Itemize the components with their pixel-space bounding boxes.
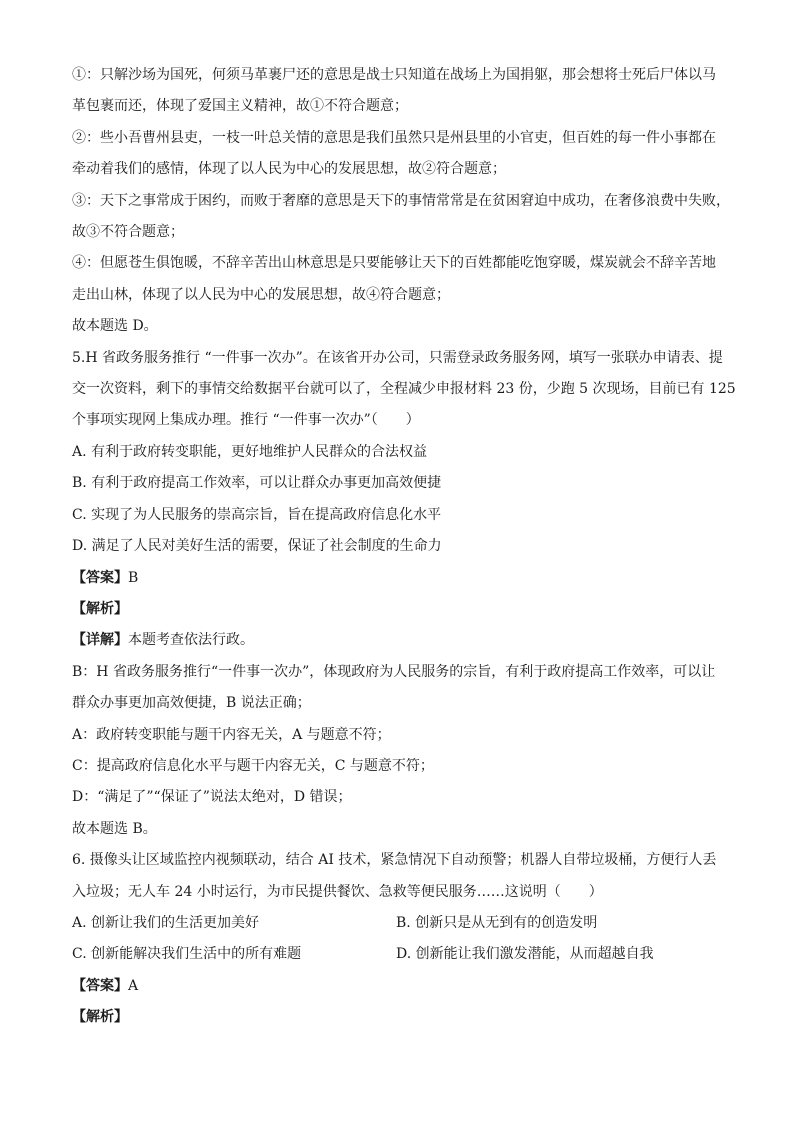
previous-conclusion: 故本题选 D。: [72, 318, 158, 335]
analysis-item-1-line-2: 革包裹而还，体现了爱国主义精神，故①不符合题意；: [72, 98, 408, 115]
q5-stem-line-1: 5.H 省政务服务推行 “一件事一次办”。在该省开办公司，只需登录政务服务网，填写一张联办申请表、提: [72, 349, 723, 366]
analysis-item-1-line-1: ①：只解沙场为国死，何须马革裹尸还的意思是战士只知道在战场上为国捐躯，那会想将士死后尸体以马: [72, 67, 716, 83]
q5-a-analysis: A：政府转变职能与题干内容无关，A 与题意不符；: [72, 726, 391, 743]
q5-detail-text: 本题考查依法行政。: [128, 632, 254, 649]
q5-stem-line-2: 交一次资料，剩下的事情交给数据平台就可以了，全程减少申报材料 23 份，少跑 5 次现场，目前已有 125: [72, 381, 736, 398]
q5-c-analysis: C：提高政府信息化水平与题干内容无关，C 与题意不符；: [72, 757, 434, 774]
analysis-item-4-line-2: 走出山林，体现了以人民为中心的发展思想，故④符合题意；: [72, 286, 450, 303]
q6-stem-line-2: 入垃圾；无人车 24 小时运行，为市民提供餐饮、急救等便民服务……这说明（ ）: [72, 883, 603, 900]
analysis-item-2-line-2: 牵动着我们的感情，体现了以人民为中心的发展思想，故②符合题意；: [72, 161, 506, 178]
q6-option-b: B. 创新只是从无到有的创造发明: [396, 914, 598, 931]
q6-options-row-1: [72, 908, 732, 939]
q5-option-b: B. 有利于政府提高工作效率，可以让群众办事更加高效便捷: [72, 475, 442, 492]
analysis-item-3-line-1: ③：天下之事常成于困约，而败于奢靡的意思是天下的事情常常是在贫困窘迫中成功，在奢侈浪费中失败，: [72, 192, 730, 209]
q6-answer: [72, 971, 732, 1002]
q5-option-d: D. 满足了人民对美好生活的需要，保证了社会制度的生命力: [72, 538, 442, 555]
document-page: [72, 60, 736, 1034]
q5-detail: [72, 625, 732, 656]
q6-analysis-heading: [72, 1002, 732, 1033]
analysis-item-4-line-1: ④：但愿苍生俱饱暖，不辞辛苦出山林意思是只要能够让天下的百姓都能吃饱穿暖，煤炭就会不辞辛苦地: [72, 255, 716, 272]
q6-stem-line-1: 6. 摄像头让区域监控内视频联动，结合 AI 技术，紧急情况下自动预警；机器人自带垃圾桶，方便行人丢: [72, 852, 717, 869]
q5-stem-line-3: 个事项实现网上集成办理。推行 “一件事一次办”（ ）: [72, 412, 420, 429]
q5-answer-tag: 【答案】: [72, 569, 128, 586]
q5-b-analysis-line-1: B：H 省政务服务推行“一件事一次办”，体现政府为人民服务的宗旨，有利于政府提高工作效率，可以让: [72, 663, 716, 680]
q5-answer-value: B: [128, 569, 139, 586]
q6-answer-tag: 【答案】: [72, 977, 128, 994]
q5-option-c: C. 实现了为人民服务的崇高宗旨，旨在提高政府信息化水平: [72, 506, 442, 523]
q5-analysis-tag: 【解析】: [72, 600, 128, 617]
q6-option-a: A. 创新让我们的生活更加美好: [72, 914, 260, 931]
q5-b-analysis-line-2: 群众办事更加高效便捷，B 说法正确；: [72, 695, 311, 712]
q6-option-d: D. 创新能让我们激发潜能，从而超越自我: [396, 946, 654, 963]
q6-option-c: C. 创新能解决我们生活中的所有难题: [72, 946, 302, 963]
q5-answer: [72, 563, 732, 594]
q5-conclusion: 故本题选 B。: [72, 820, 157, 837]
q6-analysis-tag: 【解析】: [72, 1009, 128, 1026]
q5-d-analysis: D：“满足了”“保证了”说法太绝对，D 错误；: [72, 789, 352, 806]
q6-answer-value: A: [128, 977, 139, 994]
q5-detail-tag: 【详解】: [72, 632, 128, 649]
analysis-item-3-line-2: 故③不符合题意；: [72, 224, 184, 241]
q5-option-a: A. 有利于政府转变职能，更好地维护人民群众的合法权益: [72, 443, 428, 460]
q6-options-row-2: [72, 939, 732, 970]
analysis-item-2-line-1: ②：些小吾曹州县吏，一枝一叶总关情的意思是我们虽然只是州县里的小官吏，但百姓的每一件小事都在: [72, 129, 716, 146]
q5-analysis-heading: [72, 594, 732, 625]
